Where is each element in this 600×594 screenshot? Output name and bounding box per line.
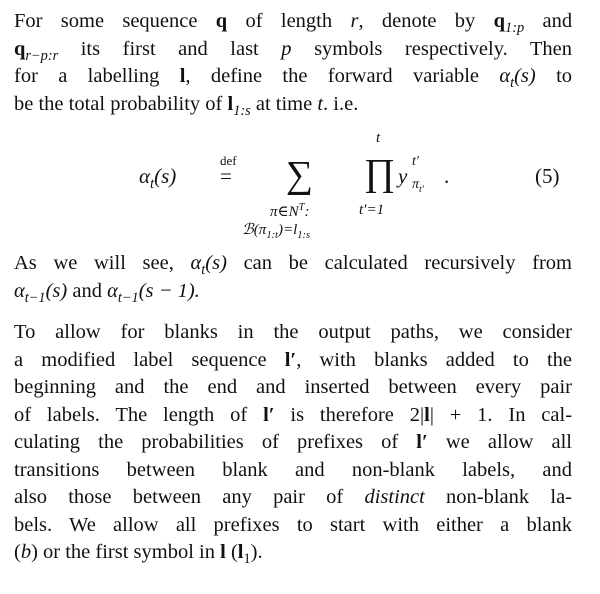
text-span: ) or the first symbol in — [31, 541, 215, 563]
math-subscript: 1 — [243, 551, 251, 568]
text-span: and — [542, 10, 573, 32]
math-symbol: (s) — [45, 279, 68, 302]
period: . — [444, 164, 450, 188]
math-symbol: )=l — [277, 222, 298, 238]
math-symbol: l′ — [284, 348, 297, 371]
text-span: can be calculated recursively from — [243, 252, 572, 274]
math-symbol: π∈N — [270, 204, 299, 220]
text-span: culating the probabilities of prefixes of — [14, 431, 399, 453]
math-superscript: t′ — [412, 154, 419, 169]
def-label: def — [220, 153, 237, 168]
text-span: ( — [14, 541, 21, 563]
text-line — [14, 429, 572, 457]
math-symbol: π — [412, 177, 420, 192]
math-symbol: ℬ(π — [242, 222, 267, 238]
text-line — [14, 8, 572, 36]
math-subscript: t−1 — [117, 289, 139, 306]
math-subscript: t−1 — [24, 289, 46, 306]
emphasis-text: distinct — [364, 486, 425, 508]
product-lower-limit: t′=1 — [359, 202, 385, 218]
math-symbol: l′ — [416, 431, 428, 453]
math-symbol: l — [237, 541, 244, 563]
math-subscript: t — [150, 176, 155, 193]
math-symbol: α — [499, 65, 511, 87]
math-symbol: q — [14, 37, 26, 60]
text-span: symbols respectively. Then — [314, 37, 573, 60]
text-span: of labels. The length of — [14, 403, 248, 426]
math-symbol: q — [493, 10, 506, 32]
math-symbol: r — [350, 10, 359, 32]
math-subscript: t′ — [419, 183, 424, 195]
math-symbol: (s) — [154, 164, 177, 188]
text-span: non-blank la- — [446, 486, 572, 508]
math-subscript: r−p:r — [25, 47, 59, 64]
product-term — [398, 164, 407, 189]
equation-lhs — [139, 164, 177, 193]
math-symbol: (s − 1). — [138, 279, 200, 302]
text-span: , denote by — [358, 10, 476, 32]
math-symbol: l — [424, 403, 430, 426]
paragraph-forward-variable-definition — [14, 8, 572, 118]
math-symbol: l — [220, 541, 226, 563]
math-symbol: l — [227, 92, 234, 115]
math-superscript: T — [298, 202, 305, 213]
text-span: . i.e. — [323, 92, 359, 115]
math-subscript: 1:s — [233, 102, 251, 119]
math-symbol: t — [317, 92, 324, 115]
math-symbol: : — [304, 204, 310, 220]
text-span: be the total probability of — [14, 92, 223, 115]
paragraph-blank-labels — [14, 319, 572, 567]
text-line: transitions between blank and non-blank labels, and — [14, 458, 572, 481]
text-span: ). — [250, 541, 263, 563]
text-span: | + 1. In cal- — [429, 403, 573, 426]
text-line: To allow for blanks in the output paths, we consider — [14, 321, 572, 343]
product-symbol: ∏ — [364, 152, 396, 194]
math-subscript: 1:p — [505, 20, 525, 37]
math-symbol: l′ — [263, 403, 275, 426]
text-line — [14, 484, 572, 512]
product-upper-limit: t — [376, 130, 381, 146]
text-line — [14, 347, 572, 375]
text-line — [14, 278, 572, 306]
text-line — [14, 91, 572, 119]
math-subscript: t — [510, 75, 515, 92]
equals-sign: = — [220, 164, 232, 188]
equation-number: (5) — [535, 164, 560, 188]
math-symbol: q — [215, 10, 228, 32]
math-symbol: b — [20, 541, 32, 563]
math-symbol: p — [281, 37, 292, 60]
math-symbol: α — [139, 164, 151, 188]
math-symbol: α — [14, 279, 25, 302]
math-symbol: l — [179, 65, 186, 87]
text-line — [14, 36, 572, 64]
text-span: we allow all — [445, 431, 572, 453]
text-line: bels. We allow all prefixes to start with either a blank — [14, 513, 572, 536]
text-span: a modified label sequence — [14, 348, 267, 371]
equation-5 — [14, 122, 572, 262]
text-span: As we will see, — [14, 252, 174, 274]
text-span: and — [72, 279, 102, 302]
text-line — [14, 63, 572, 91]
math-subscript: t — [201, 262, 206, 279]
text-span: of length — [245, 10, 333, 32]
math-symbol: (s) — [205, 252, 227, 274]
sum-condition-2 — [242, 220, 310, 239]
math-symbol: (s) — [514, 65, 536, 87]
document-page — [14, 8, 572, 567]
text-line: beginning and the end and inserted between every pair — [14, 376, 572, 398]
math-symbol: y — [398, 164, 408, 188]
math-symbol: α — [190, 252, 202, 274]
sum-condition-1 — [270, 202, 309, 221]
text-span: at time — [255, 92, 313, 115]
text-span: also those between any pair of — [14, 486, 344, 508]
math-symbol: α — [107, 279, 118, 302]
math-subscript: 1:s — [297, 230, 311, 241]
paragraph-gap — [14, 305, 572, 319]
text-line — [14, 402, 572, 430]
text-span: for a labelling — [14, 65, 160, 87]
text-line — [14, 539, 572, 567]
text-span: is therefore 2| — [290, 403, 425, 426]
math-subscript — [412, 177, 424, 193]
math-subscript: 1:t — [266, 230, 278, 241]
text-span: its first and last — [80, 37, 259, 60]
text-span: to — [556, 65, 573, 87]
text-span: For some sequence — [14, 10, 198, 32]
summation-symbol: ∑ — [286, 154, 314, 196]
text-span: , with blanks added to the — [296, 348, 573, 371]
text-span: , define the forward variable — [185, 65, 480, 87]
text-span: ( — [230, 541, 238, 563]
